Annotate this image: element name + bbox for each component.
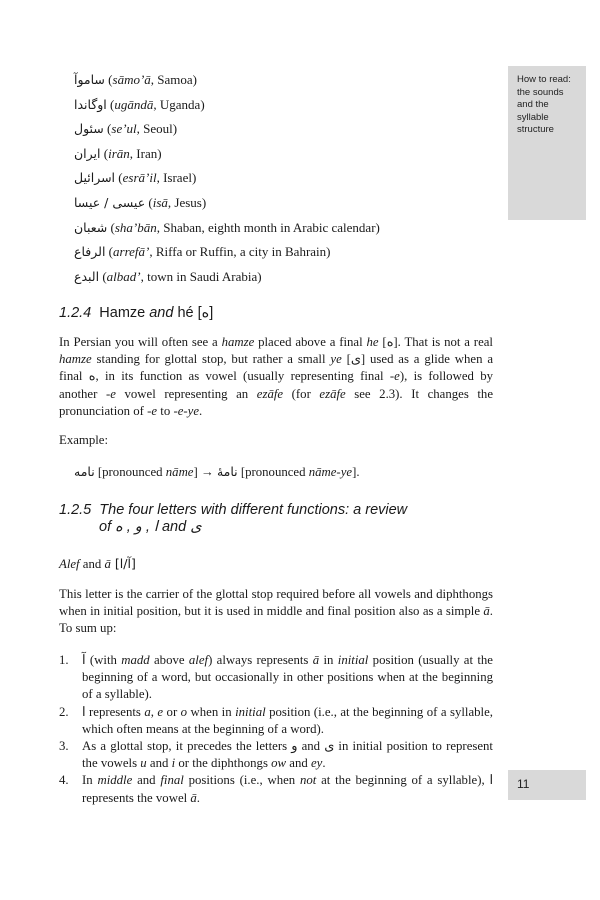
text-run: o — [180, 704, 188, 719]
text-run: In — [82, 773, 98, 788]
text-run: hamze — [221, 335, 255, 349]
text-run: he — [366, 335, 379, 349]
list-item — [59, 652, 493, 704]
example-translit: albad’ — [106, 268, 141, 284]
text-run: ezāfe — [256, 386, 284, 401]
chapter-side-tab — [508, 66, 586, 220]
heading-text: The four letters with different functions: a review — [99, 502, 408, 518]
example-translit: irān — [108, 145, 130, 161]
text-run: and — [286, 756, 311, 771]
example-gloss: , Uganda) — [153, 96, 205, 112]
chapter-side-tab-text: How to read: the sounds and the syllable structure — [517, 74, 571, 135]
text-run: not — [299, 773, 317, 788]
text-run: and — [146, 756, 172, 771]
text-run: [آ/ا] — [110, 556, 136, 571]
country-examples-list — [74, 68, 494, 289]
text-run: ezāfe — [319, 386, 346, 401]
example-row: اسرائیل (esrā’il, Israel) — [74, 170, 197, 186]
text-run: final — [160, 773, 184, 788]
text-run: This letter is the carrier of the glottal stop required before all vowels and diphthongs when in initial position, but it is used in middle and final position also as a simple — [59, 587, 493, 619]
example-translit: isā — [152, 194, 168, 210]
text-run: [ه]. That is not a real — [378, 335, 493, 349]
example-row: عیسی / عیسا (isā, Jesus) — [74, 194, 207, 210]
example-persian: سئول — [74, 121, 104, 137]
text-run: above — [149, 653, 189, 667]
page-number: 11 — [517, 777, 530, 791]
example-persian: اوگاندا — [74, 96, 107, 112]
example-translit: esrā’il — [122, 170, 157, 186]
text-run: In Persian you will often see a — [59, 335, 222, 349]
text-run: vowel representing an — [115, 386, 257, 401]
example-translit: ugāndā — [114, 96, 154, 112]
text-run: positions (i.e., when — [183, 773, 300, 788]
example-persian: نامهٔ — [216, 464, 238, 479]
text-run: ā — [104, 557, 111, 571]
example-translit: arrefā’ — [113, 244, 150, 260]
alef-subheading — [59, 555, 136, 573]
heading-line-1 — [59, 502, 407, 519]
text-run: a — [144, 704, 151, 719]
example-row: شعبان (sha’bān, Shaban, eighth month in Arabic calendar) — [74, 219, 380, 235]
text-run: position (i.e., at the beginning of a syllable, which often means at the beginning of a word). — [82, 704, 493, 736]
text-run: [pronounced — [94, 465, 166, 479]
list-item-number: 1. — [59, 653, 69, 667]
alef-rules-list — [59, 652, 493, 807]
text-run: ey — [310, 756, 323, 771]
example-translit: se’ul — [111, 121, 137, 137]
section-heading-1-2-4 — [59, 305, 213, 321]
text-run: alef — [188, 653, 209, 667]
text-run: . — [199, 403, 203, 418]
text-run: ye — [330, 352, 342, 367]
text-run: middle — [97, 773, 133, 788]
heading-he: hé [ه] — [177, 305, 214, 321]
text-run: ا represents — [82, 704, 145, 719]
list-item — [59, 772, 493, 806]
text-run: at the beginning of a syllable), ا represents the vowel — [82, 773, 493, 805]
example-gloss: , Shaban, eighth month in Arabic calendar) — [156, 219, 380, 235]
text-run: . — [322, 756, 326, 771]
example-row: ایران (irān, Iran) — [74, 145, 162, 161]
text-run: position (usually at the beginning of a word, but occasionally in other positions when at the beginning of a syllable). — [82, 653, 493, 702]
example-row: سئول (se’ul, Seoul) — [74, 121, 178, 137]
text-run: -e-ye — [173, 403, 200, 418]
text-run: . — [196, 790, 200, 805]
text-run: ow — [271, 756, 287, 771]
text-run: ā — [312, 653, 320, 667]
text-run: -e — [389, 369, 400, 384]
example-gloss: , Israel) — [156, 170, 197, 186]
example-label: Example: — [59, 433, 109, 447]
example-row: اوگاندا (ugāndā, Uganda) — [74, 96, 205, 112]
list-item-number: 4. — [59, 773, 69, 788]
example-row: ساموآ (sāmo’ā, Samoa) — [74, 72, 198, 87]
text-run: [ی] used as a glide when a final ه, in its function as vowel (usually representing final — [59, 352, 493, 384]
list-item-text — [82, 704, 493, 738]
example-persian: ایران — [74, 145, 101, 161]
list-item — [59, 704, 493, 738]
list-item-number: 3. — [59, 739, 69, 754]
text-run: [pronounced — [237, 465, 309, 479]
text-run: ]. — [352, 465, 360, 479]
list-item-number: 2. — [59, 704, 69, 719]
text-run: , — [150, 704, 158, 719]
text-run: or the diphthongs — [175, 756, 272, 771]
text-run: standing for glottal stop, but rather a small — [91, 352, 331, 367]
text-run: madd — [121, 653, 150, 667]
page-number-box — [508, 770, 586, 800]
text-run: i — [171, 756, 176, 771]
example-persian: شعبان — [74, 219, 108, 235]
text-run: hamze — [59, 352, 92, 367]
example-persian: الرفاع — [74, 244, 106, 260]
text-run: when in — [187, 704, 236, 719]
example-persian: عیسی / عیسا — [74, 194, 146, 210]
text-run: ] → — [193, 465, 217, 479]
text-run: -e — [147, 403, 158, 418]
text-run: and — [132, 773, 161, 788]
example-gloss: , Riffa or Ruffin, a city in Bahrain) — [149, 244, 331, 260]
example-gloss: , Iran) — [129, 145, 162, 161]
text-run: ā — [483, 604, 490, 619]
heading-and: and — [145, 305, 178, 321]
text-run: -e — [105, 386, 116, 401]
text-run: nāme-ye — [308, 465, 353, 479]
text-run: in — [319, 653, 338, 667]
example-gloss: , Samoa) — [150, 72, 198, 87]
text-run: ā — [190, 790, 197, 805]
text-run: see 2.3). It changes the pronunciation of — [59, 386, 493, 418]
list-item — [59, 738, 493, 772]
example-persian: اسرائیل — [74, 170, 116, 186]
text-run: nāme — [165, 465, 194, 479]
list-item-text — [82, 738, 493, 772]
text-run: ), is followed by another — [59, 369, 493, 401]
text-run: ) always represents — [208, 653, 313, 667]
text-run: or — [163, 704, 181, 719]
list-item-text — [82, 652, 493, 704]
example-persian: ساموآ — [74, 72, 105, 87]
example-row: الرفاع (arrefā’, Riffa or Ruffin, a city in Bahrain) — [74, 244, 331, 260]
example-persian: نامه — [74, 464, 95, 479]
text-run: initial — [337, 653, 369, 667]
text-run: u — [140, 756, 147, 771]
example-translit: sāmo’ā — [112, 72, 151, 87]
example-persian: البدع — [74, 268, 100, 284]
hamze-paragraph — [59, 334, 493, 420]
text-run: to — [157, 403, 174, 418]
example-gloss: , Seoul) — [136, 121, 178, 137]
heading-hamze: Hamze — [99, 305, 146, 321]
text-run: آ (with — [82, 653, 122, 667]
text-run: (for — [283, 386, 320, 401]
text-run: Alef — [59, 557, 80, 571]
text-run: . To sum up: — [59, 604, 493, 636]
section-number: 1.2.4 — [59, 305, 92, 321]
section-number: 1.2.5 — [59, 502, 92, 518]
heading-line-2: of ا , و , ه and ی — [99, 519, 202, 535]
example-translit: sha’bān — [114, 219, 157, 235]
text-run: placed above a final — [254, 335, 367, 349]
section-heading-1-2-5 — [59, 502, 407, 536]
text-run: e — [157, 704, 164, 719]
example-line — [74, 463, 360, 481]
text-run: initial — [235, 704, 266, 719]
list-item-text — [82, 772, 493, 806]
example-row: البدع (albad’, town in Saudi Arabia) — [74, 268, 262, 284]
example-gloss: , Jesus) — [167, 194, 207, 210]
example-gloss: , town in Saudi Arabia) — [140, 268, 262, 284]
text-run: and — [79, 557, 105, 571]
text-run: As a glottal stop, it precedes the letters و and ی in initial position to represent the vowels — [82, 739, 493, 771]
alef-paragraph — [59, 586, 493, 638]
